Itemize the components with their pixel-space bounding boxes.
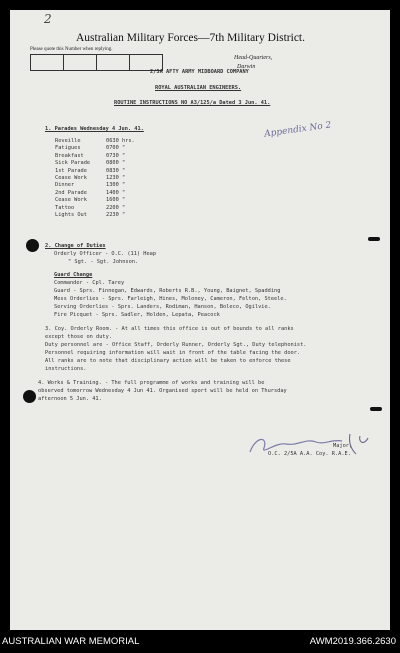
guard-line: Serving Orderlies - Sprs. Landers, Rodiman, Hanson, Boleco, Ogilvie. bbox=[54, 304, 271, 310]
headquarters-label: Head-Quarters, bbox=[234, 55, 273, 61]
signature-unit: O.C. 2/5A A.A. Coy. R.A.E. bbox=[268, 451, 351, 457]
schedule-time: 0830 " bbox=[106, 167, 126, 174]
schedule-time: 0630 hrs. bbox=[106, 138, 135, 144]
section-3-line: Personnel requiring information will wait in front of the table facing the door. bbox=[45, 350, 301, 356]
reference-number-boxes bbox=[30, 54, 163, 71]
section-2-heading: 2. Change of Duties bbox=[45, 243, 106, 249]
section-4-line: afternoon 5 Jun. 41. bbox=[38, 396, 102, 402]
punch-hole bbox=[26, 239, 39, 252]
punch-hole bbox=[23, 390, 36, 403]
schedule-time: 2200 " bbox=[106, 204, 126, 211]
schedule-label: Breakfast bbox=[55, 152, 84, 159]
corps-name: ROYAL AUSTRALIAN ENGINEERS. bbox=[155, 85, 242, 91]
margin-mark bbox=[368, 237, 380, 241]
quote-note: Please quote this Number when replying. bbox=[30, 47, 113, 52]
schedule-time: 1300 " bbox=[106, 182, 126, 189]
guard-line: Commander - Cpl. Tarey bbox=[54, 280, 125, 286]
schedule-time: 1230 " bbox=[106, 175, 126, 181]
schedule-label: Reveille bbox=[55, 138, 81, 144]
schedule-label: 2nd Parade bbox=[55, 189, 87, 196]
section-3-line: All ranks are to note that disciplinary action will be taken to enforce these bbox=[45, 358, 291, 364]
letterhead-title: Australian Military Forces—7th Military District. bbox=[76, 32, 306, 44]
section-1-heading: 1. Parades Wednesday 4 Jun. 41. bbox=[45, 126, 144, 132]
signature-rank: Major, bbox=[333, 443, 353, 449]
schedule-label: Fatigues bbox=[55, 145, 81, 152]
page-number: 2 bbox=[44, 12, 52, 26]
schedule-label: Cease Work bbox=[55, 197, 87, 204]
schedule-time: 0730 " bbox=[106, 152, 126, 159]
section-4-line: 4. Works & Training. - The full programme of works and training will be bbox=[38, 380, 265, 386]
orderly-officer-line: Orderly Officer - O.C. (11) Heap bbox=[54, 251, 157, 257]
guard-line: Guard - Sprs. Finnegan, Edwards, Roberts R.B., Young, Baignet, Spadding bbox=[54, 288, 281, 294]
schedule-time: 1600 " bbox=[106, 197, 126, 204]
guard-line: Mess Orderlies - Sprs. Farleigh, Hines, Moloney, Cameron, Felton, Steele. bbox=[54, 296, 287, 302]
schedule-label: Cease Work bbox=[55, 175, 87, 181]
schedule-label: Tattoo bbox=[55, 204, 75, 211]
section-3-line: 3. Coy. Orderly Room. - At all times this office is out of bounds to all ranks bbox=[45, 326, 294, 332]
orderly-sergeant-line: " Sgt. - Sgt. Johnson. bbox=[68, 259, 139, 265]
section-3-line: except those on duty. bbox=[45, 334, 112, 340]
schedule-time: 2230 " bbox=[106, 212, 126, 218]
headquarters-place: Darwin bbox=[237, 64, 256, 70]
schedule-label: Sick Parade bbox=[55, 160, 91, 167]
schedule-time: 0700 " bbox=[106, 145, 126, 152]
schedule-time: 0800 " bbox=[106, 160, 126, 167]
margin-mark bbox=[370, 407, 382, 411]
schedule-label: Lights Out bbox=[55, 212, 87, 218]
unit-name: 2/5A AFTY ARMY MIDBOARD COMPANY bbox=[150, 69, 249, 75]
schedule-time: 1400 " bbox=[106, 189, 126, 196]
section-3-line: Duty personnel are - Office Staff, Orderly Runner, Orderly Sgt., Duty telephonist. bbox=[45, 342, 307, 348]
section-3-line: instructions. bbox=[45, 366, 87, 372]
schedule-label: Dinner bbox=[55, 182, 75, 189]
schedule-label: 1st Parade bbox=[55, 167, 87, 174]
guard-change-heading: Guard Change bbox=[54, 272, 93, 278]
order-title: ROUTINE INSTRUCTIONS NO A3/125/a Dated 3 Jun. 41. bbox=[114, 100, 271, 106]
appendix-annotation: Appendix No 2 bbox=[263, 120, 332, 140]
document-page bbox=[10, 10, 390, 630]
footer-accession-number: AWM2019.366.2630 bbox=[309, 636, 396, 647]
guard-line: Fire Picquet - Sprs. Sadler, Holden, Lepata, Peacock bbox=[54, 312, 220, 318]
section-4-line: observed tomorrow Wednesday 4 Jun 41. Organised sport will be held on Thursday bbox=[38, 388, 287, 394]
footer-credit: AUSTRALIAN WAR MEMORIAL bbox=[2, 636, 140, 647]
